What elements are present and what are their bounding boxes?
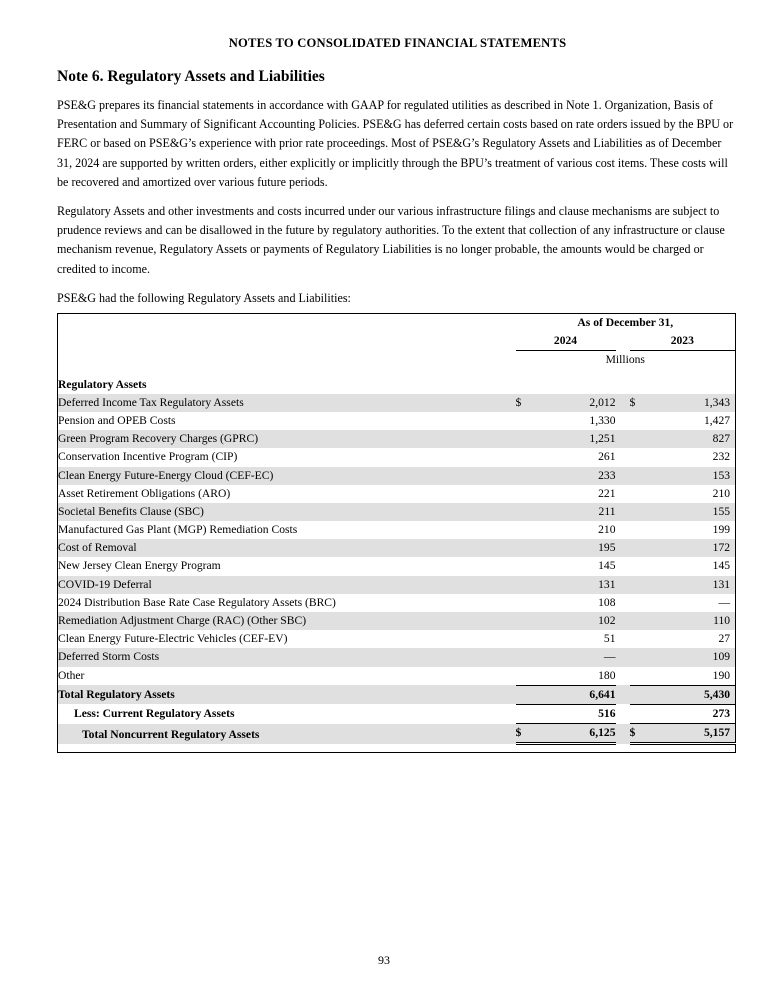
regulatory-assets-table (57, 313, 736, 753)
table-header-units-row (58, 351, 736, 370)
row-label: Deferred Income Tax Regulatory Assets (58, 395, 244, 409)
table-row (58, 539, 736, 557)
currency-symbol-2024: $ (515, 395, 522, 409)
value-2023: 1,343 (703, 395, 731, 409)
paragraph-3: PSE&G had the following Regulatory Assets and Liabilities: (57, 290, 351, 305)
currency-symbol-2023 (630, 448, 646, 466)
value-2024: 211 (598, 504, 616, 518)
table-row (58, 612, 736, 630)
currency-symbol-2024 (516, 539, 532, 557)
page-number: 93 (378, 953, 390, 967)
row-label: Pension and OPEB Costs (58, 413, 176, 427)
value-2024: 261 (598, 450, 616, 464)
column-gap (616, 594, 630, 612)
value-2023: 27 (718, 632, 731, 646)
table-row (58, 485, 736, 503)
currency-symbol-2023 (630, 521, 646, 539)
row-label: Green Program Recovery Charges (GPRC) (58, 432, 259, 446)
currency-symbol-2023 (630, 594, 646, 612)
column-gap (616, 485, 630, 503)
note-title: Note 6. Regulatory Assets and Liabilities (57, 68, 325, 85)
table-row (58, 503, 736, 521)
year-2023-header: 2023 (630, 332, 736, 351)
section-header: Regulatory Assets (58, 377, 147, 391)
column-gap (616, 630, 630, 648)
table-row (58, 648, 736, 666)
table-row (58, 667, 736, 686)
column-gap (616, 685, 630, 704)
column-gap (616, 576, 630, 594)
currency-symbol-2023 (630, 557, 646, 575)
table-row (58, 630, 736, 648)
table-header-asof-row (58, 314, 736, 333)
currency-symbol-2024 (516, 557, 532, 575)
value-2023: — (718, 595, 731, 609)
table-header-years-row (58, 332, 736, 351)
value-2024: 6,641 (532, 685, 616, 704)
table-row (58, 448, 736, 466)
currency-symbol-2024 (516, 503, 532, 521)
currency-symbol-2023: $ (629, 395, 636, 409)
row-label: Asset Retirement Obligations (ARO) (58, 486, 231, 500)
currency-symbol-2024 (516, 630, 532, 648)
currency-symbol-2023 (630, 667, 646, 686)
row-label: Total Regulatory Assets (58, 688, 175, 702)
currency-symbol-2023: $ (630, 724, 646, 744)
value-2023: 109 (712, 650, 731, 664)
row-label: Manufactured Gas Plant (MGP) Remediation Costs (58, 523, 298, 537)
value-2024: 233 (598, 468, 616, 482)
currency-symbol-2024 (516, 576, 532, 594)
column-gap (616, 521, 630, 539)
page-content (57, 0, 738, 753)
currency-symbol-2023 (630, 430, 646, 448)
value-2024: — (603, 650, 616, 664)
column-gap (616, 724, 630, 744)
column-gap (616, 412, 630, 430)
table-row (58, 412, 736, 430)
currency-symbol-2024 (516, 648, 532, 666)
units-label: Millions (605, 353, 645, 367)
currency-symbol-2024 (516, 667, 532, 686)
value-2023: 1,427 (703, 413, 731, 427)
row-label: Societal Benefits Clause (SBC) (58, 504, 204, 518)
value-2023: 5,157 (646, 724, 736, 744)
empty-cell (58, 332, 516, 351)
row-label: Less: Current Regulatory Assets (74, 707, 235, 721)
table-section-row (58, 376, 736, 394)
currency-symbol-2023 (630, 467, 646, 485)
currency-symbol-2024 (516, 430, 532, 448)
value-2024: 1,251 (589, 432, 616, 446)
currency-symbol-2023 (630, 485, 646, 503)
empty-cell (58, 351, 516, 370)
row-label: Total Noncurrent Regulatory Assets (82, 727, 260, 741)
value-2023: 190 (646, 667, 736, 686)
table-row (58, 467, 736, 485)
column-gap (616, 667, 630, 686)
value-2024: 221 (598, 486, 616, 500)
value-2023: 5,430 (646, 685, 736, 704)
column-gap (616, 612, 630, 630)
document-header: NOTES TO CONSOLIDATED FINANCIAL STATEMENTS (228, 36, 567, 50)
column-gap (616, 467, 630, 485)
table-row (58, 576, 736, 594)
row-label: Conservation Incentive Program (CIP) (58, 450, 238, 464)
value-2023: 172 (712, 541, 731, 555)
table-body (58, 394, 736, 744)
currency-symbol-2024 (516, 521, 532, 539)
currency-symbol-2024: $ (516, 724, 532, 744)
currency-symbol-2024 (516, 448, 532, 466)
row-label: Clean Energy Future-Electric Vehicles (CEF-EV) (58, 632, 288, 646)
table-row (58, 724, 736, 744)
currency-symbol-2023 (630, 648, 646, 666)
row-label: Other (58, 669, 85, 683)
currency-symbol-2024 (516, 685, 532, 704)
currency-symbol-2023 (630, 412, 646, 430)
table-row (58, 594, 736, 612)
currency-symbol-2024 (516, 704, 532, 723)
row-label: New Jersey Clean Energy Program (58, 559, 221, 573)
table-row (58, 521, 736, 539)
currency-symbol-2023 (630, 685, 646, 704)
value-2024: 2,012 (589, 395, 616, 409)
row-label: Clean Energy Future-Energy Cloud (CEF-EC) (58, 468, 274, 482)
value-2023: 131 (712, 577, 731, 591)
value-2023: 827 (712, 432, 731, 446)
currency-symbol-2023 (630, 612, 646, 630)
value-2024: 51 (603, 632, 616, 646)
column-gap (616, 648, 630, 666)
currency-symbol-2024 (516, 612, 532, 630)
currency-symbol-2024 (516, 412, 532, 430)
value-2024: 195 (598, 541, 616, 555)
column-gap (616, 332, 630, 351)
currency-symbol-2023 (630, 630, 646, 648)
spacer-row (58, 744, 736, 753)
column-gap (616, 394, 630, 412)
row-label: 2024 Distribution Base Rate Case Regulatory Assets (BRC) (58, 595, 336, 609)
empty-cell (58, 314, 516, 333)
value-2024: 6,125 (532, 724, 616, 744)
value-2023: 155 (712, 504, 731, 518)
value-2023: 232 (712, 450, 731, 464)
row-label: COVID-19 Deferral (58, 577, 152, 591)
row-label: Remediation Adjustment Charge (RAC) (Other SBC) (58, 614, 307, 628)
row-label: Cost of Removal (58, 541, 137, 555)
value-2024: 516 (532, 704, 616, 723)
value-2024: 210 (598, 523, 616, 537)
value-2023: 199 (712, 523, 731, 537)
value-2023: 210 (712, 486, 731, 500)
column-gap (616, 539, 630, 557)
currency-symbol-2023 (630, 539, 646, 557)
value-2023: 273 (646, 704, 736, 723)
value-2023: 153 (712, 468, 731, 482)
value-2023: 145 (712, 559, 731, 573)
currency-symbol-2023 (630, 576, 646, 594)
column-gap (616, 704, 630, 723)
currency-symbol-2024 (516, 467, 532, 485)
table-row (58, 685, 736, 704)
table-row (58, 430, 736, 448)
value-2024: 145 (598, 559, 616, 573)
currency-symbol-2024 (516, 485, 532, 503)
column-gap (616, 448, 630, 466)
column-gap (616, 557, 630, 575)
column-gap (616, 503, 630, 521)
value-2024: 1,330 (589, 413, 616, 427)
currency-symbol-2023 (630, 503, 646, 521)
table-row (58, 394, 736, 412)
year-2024-header: 2024 (516, 332, 616, 351)
table-row (58, 704, 736, 723)
value-2023: 110 (713, 614, 731, 628)
value-2024: 102 (598, 614, 616, 628)
column-gap (616, 430, 630, 448)
currency-symbol-2024 (516, 594, 532, 612)
paragraph-2: Regulatory Assets and other investments and costs incurred under our various infrastructure filings and clause mechanisms are subject to prudence reviews and can be disallowed in the future by regulatory authorities. To the extent that collection of any infrastructure or clause mechanism revenue, Regulatory Assets or payments of Regulatory Liabilities is no longer probable, the amounts would be charged or credited to income. (57, 204, 725, 276)
row-label: Deferred Storm Costs (58, 650, 160, 664)
table-row (58, 557, 736, 575)
value-2024: 131 (598, 577, 616, 591)
value-2024: 180 (532, 667, 616, 686)
paragraph-1: PSE&G prepares its financial statements in accordance with GAAP for regulated utilities as described in Note 1. Organization, Basis of Presentation and Summary of Significant Accounting Policies. PSE&G has deferred certain costs based on rate orders issued by the BPU or FERC or based on PSE&G’s experience with prior rate proceedings. Most of PSE&G’s Regulatory Assets and Liabilities as of December 31, 2024 are supported by written orders, either explicitly or implicitly through the BPU’s treatment of various cost items. These costs will be recovered and amortized over various future periods. (57, 98, 734, 189)
as-of-date-header: As of December 31, (577, 316, 674, 330)
currency-symbol-2023 (630, 704, 646, 723)
value-2024: 108 (598, 595, 616, 609)
